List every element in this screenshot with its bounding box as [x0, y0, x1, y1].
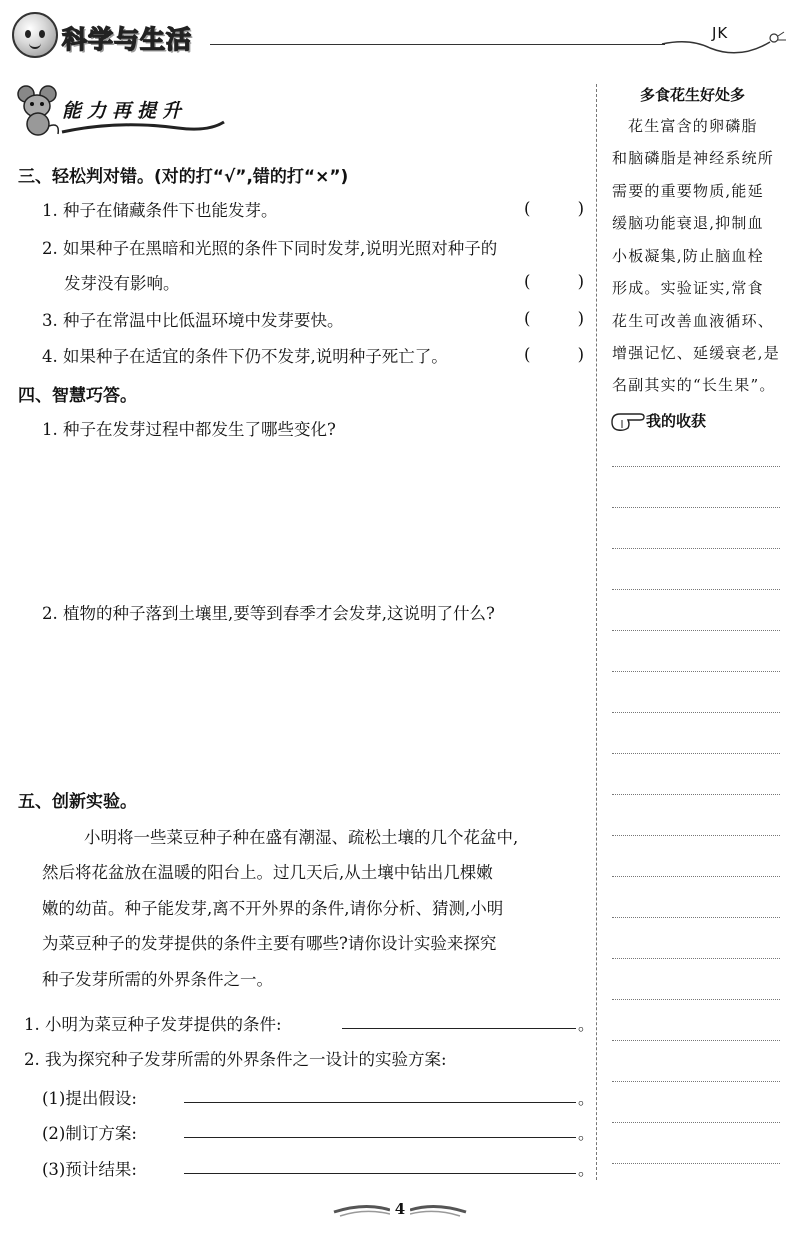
sub-question-plan: (2)制订方案: — [42, 1124, 137, 1143]
question-5-1: 1. 小明为菜豆种子发芽提供的条件: — [24, 1015, 282, 1034]
pointing-hand-icon — [610, 408, 646, 432]
harvest-line[interactable] — [612, 917, 780, 918]
sidebar-text-line-3: 需要的重要物质,能延 — [612, 182, 764, 200]
harvest-line[interactable] — [612, 753, 780, 754]
harvest-line[interactable] — [612, 958, 780, 959]
sidebar-text-line-8: 增强记忆、延缓衰老,是 — [612, 344, 780, 362]
sidebar-text-line-7: 花生可改善血液循环、 — [612, 312, 775, 330]
harvest-line[interactable] — [612, 548, 780, 549]
section-4-title: 四、智慧巧答。 — [18, 386, 137, 406]
answer-area-4-2[interactable] — [42, 634, 582, 774]
harvest-line[interactable] — [612, 1081, 780, 1082]
harvest-line[interactable] — [612, 1040, 780, 1041]
judge-item-1: 1. 种子在储藏条件下也能发芽。 — [42, 201, 278, 220]
page-number: 4 — [390, 1200, 410, 1218]
experiment-paragraph-line-3: 嫩的幼苗。种子能发芽,离不开外界的条件,请你分析、猜测,小明 — [42, 899, 504, 918]
answer-line-5-1[interactable] — [342, 1028, 576, 1029]
experiment-paragraph-line-1: 小明将一些菜豆种子种在盛有潮湿、疏松土壤的几个花盆中, — [84, 828, 519, 847]
harvest-line[interactable] — [612, 1122, 780, 1123]
question-5-2: 2. 我为探究种子发芽所需的外界条件之一设计的实验方案: — [24, 1050, 447, 1069]
harvest-line[interactable] — [612, 835, 780, 836]
sidebar-text-line-6: 形成。实验证实,常食 — [612, 279, 764, 297]
section-3-title: 三、轻松判对错。(对的打“√”,错的打“×”) — [18, 167, 349, 187]
header-title: 科学与生活 — [62, 25, 193, 54]
answer-line-plan[interactable] — [184, 1137, 576, 1138]
sidebar-text-line-1: 花生富含的卵磷脂 — [628, 117, 758, 135]
section-5-title: 五、创新实验。 — [18, 792, 137, 812]
column-divider — [596, 84, 597, 1180]
section-banner-title: 能力再提升 — [62, 100, 188, 122]
answer-bracket-3[interactable]: ( ) — [524, 309, 584, 328]
question-4-2: 2. 植物的种子落到土壤里,要等到春季才会发芽,这说明了什么? — [42, 604, 495, 623]
question-4-1: 1. 种子在发芽过程中都发生了哪些变化? — [42, 420, 336, 439]
sidebar-text-line-2: 和脑磷脂是神经系统所 — [612, 149, 775, 167]
harvest-label: 我的收获 — [646, 412, 707, 430]
harvest-line[interactable] — [612, 671, 780, 672]
experiment-paragraph-line-2: 然后将花盆放在温暖的阳台上。过几天后,从土壤中钻出几棵嫩 — [42, 863, 493, 882]
harvest-line[interactable] — [612, 466, 780, 467]
harvest-line[interactable] — [612, 507, 780, 508]
banner-swoosh-icon — [58, 114, 228, 138]
judge-item-3: 3. 种子在常温中比低温环境中发芽要快。 — [42, 311, 344, 330]
judge-item-4: 4. 如果种子在适宜的条件下仍不发芽,说明种子死亡了。 — [42, 347, 448, 366]
judge-item-2: 2. 如果种子在黑暗和光照的条件下同时发芽,说明光照对种子的 — [42, 239, 498, 258]
end-mark: 。 — [578, 1160, 595, 1179]
mouse-mascot-icon — [14, 84, 62, 138]
judge-item-2-cont: 发芽没有影响。 — [64, 274, 180, 293]
harvest-line[interactable] — [612, 589, 780, 590]
sidebar-title: 多食花生好处多 — [640, 86, 746, 104]
sub-question-hypothesis: (1)提出假设: — [42, 1089, 137, 1108]
harvest-line[interactable] — [612, 876, 780, 877]
harvest-line[interactable] — [612, 999, 780, 1000]
header-rule — [210, 44, 665, 45]
answer-line-result[interactable] — [184, 1173, 576, 1174]
end-mark: 。 — [578, 1015, 595, 1034]
harvest-line[interactable] — [612, 630, 780, 631]
harvest-line[interactable] — [612, 712, 780, 713]
sidebar-text-line-9: 名副其实的“长生果”。 — [612, 376, 776, 394]
answer-bracket-1[interactable]: ( ) — [524, 199, 584, 218]
sidebar-text-line-4: 缓脑功能衰退,抑制血 — [612, 214, 764, 232]
end-mark: 。 — [578, 1089, 595, 1108]
end-mark: 。 — [578, 1124, 595, 1143]
answer-bracket-2[interactable]: ( ) — [524, 272, 584, 291]
header-code: JK — [712, 24, 729, 42]
sub-question-result: (3)预计结果: — [42, 1160, 137, 1179]
harvest-line[interactable] — [612, 794, 780, 795]
experiment-paragraph-line-5: 种子发芽所需的外界条件之一。 — [42, 970, 273, 989]
sidebar-text-line-5: 小板凝集,防止脑血栓 — [612, 247, 764, 265]
answer-area-4-1[interactable] — [42, 450, 582, 590]
harvest-line[interactable] — [612, 1163, 780, 1164]
answer-line-hypothesis[interactable] — [184, 1102, 576, 1103]
answer-bracket-4[interactable]: ( ) — [524, 345, 584, 364]
mascot-logo-icon — [12, 12, 58, 58]
experiment-paragraph-line-4: 为菜豆种子的发芽提供的条件主要有哪些?请你设计实验来探究 — [42, 934, 497, 953]
